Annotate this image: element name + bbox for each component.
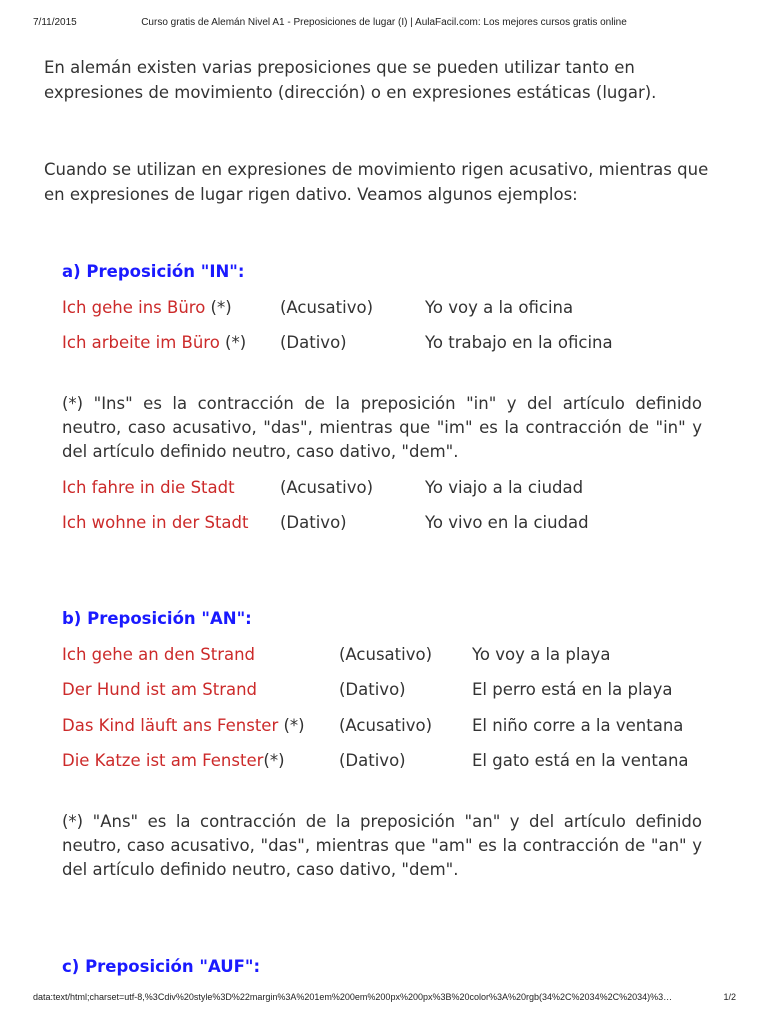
intro-paragraph-1: En alemán existen varias preposiciones que se pueden utilizar tanto en expresiones de movimiento (dirección) o en expresiones estáticas (lugar). — [44, 58, 657, 102]
print-footer — [0, 992, 768, 1006]
section-c-heading: c) Preposición "AUF": — [62, 957, 261, 976]
spanish-translation: El niño corre a la ventana — [472, 716, 684, 735]
print-header — [0, 17, 768, 31]
spanish-translation: Yo viajo a la ciudad — [425, 478, 584, 497]
german-phrase: Der Hund ist am Strand — [62, 680, 258, 699]
print-date: 7/11/2015 — [33, 17, 77, 28]
footnote-marker: (*) — [219, 333, 247, 352]
german-phrase: Ich fahre in die Stadt — [62, 478, 235, 497]
grammatical-case: (Dativo) — [339, 680, 406, 699]
grammatical-case: (Dativo) — [339, 751, 406, 770]
grammatical-case: (Acusativo) — [280, 298, 374, 317]
german-phrase: Ich arbeite im Büro — [62, 333, 220, 352]
print-page-title: Curso gratis de Alemán Nivel A1 - Preposiciones de lugar (I) | AulaFacil.com: Los mejores cursos gratis online — [141, 17, 627, 28]
spanish-translation: Yo trabajo en la oficina — [425, 333, 613, 352]
grammatical-case: (Dativo) — [280, 333, 347, 352]
page-number: 1/2 — [723, 992, 736, 1002]
section-a-heading: a) Preposición "IN": — [62, 262, 245, 281]
intro-paragraph-2: Cuando se utilizan en expresiones de movimiento rigen acusativo, mientras que en expresiones de lugar rigen dativo. Veamos algunos ejemplos: — [44, 160, 709, 204]
grammatical-case: (Acusativo) — [339, 645, 433, 664]
print-url: data:text/html;charset=utf-8,%3Cdiv%20style%3D%22margin%3A%201em%200em%200px%200px%3B%20color%3A%20rgb(34%2C%2034%2C%2034)%3… — [33, 992, 673, 1002]
german-phrase: Die Katze ist am Fenster — [62, 751, 264, 770]
grammatical-case: (Acusativo) — [280, 478, 374, 497]
german-phrase: Ich gehe ins Büro — [62, 298, 206, 317]
section-b-heading: b) Preposición "AN": — [62, 609, 252, 628]
german-phrase: Ich gehe an den Strand — [62, 645, 256, 664]
grammatical-case: (Dativo) — [280, 513, 347, 532]
spanish-translation: Yo vivo en la ciudad — [425, 513, 589, 532]
footnote-marker: (*) — [278, 716, 305, 735]
spanish-translation: El gato está en la ventana — [472, 751, 689, 770]
footnote-an: (*) "Ans" es la contracción de la preposición "an" y del artículo definido neutro, caso acusativo, "das", mientras que "am" es la contracción de "an" y del artículo definido neutro, caso dativo, "dem". — [62, 812, 702, 879]
spanish-translation: Yo voy a la oficina — [425, 298, 574, 317]
german-phrase: Das Kind läuft ans Fenster — [62, 716, 279, 735]
footnote-in: (*) "Ins" es la contracción de la preposición "in" y del artículo definido neutro, caso acusativo, "das", mientras que "im" es la contracción de "in" y del artículo definido neutro, caso dativo, "dem". — [62, 394, 702, 461]
spanish-translation: Yo voy a la playa — [472, 645, 611, 664]
grammatical-case: (Acusativo) — [339, 716, 433, 735]
footnote-marker: (*) — [205, 298, 232, 317]
footnote-marker: (*) — [263, 751, 285, 770]
german-phrase: Ich wohne in der Stadt — [62, 513, 249, 532]
spanish-translation: El perro está en la playa — [472, 680, 673, 699]
